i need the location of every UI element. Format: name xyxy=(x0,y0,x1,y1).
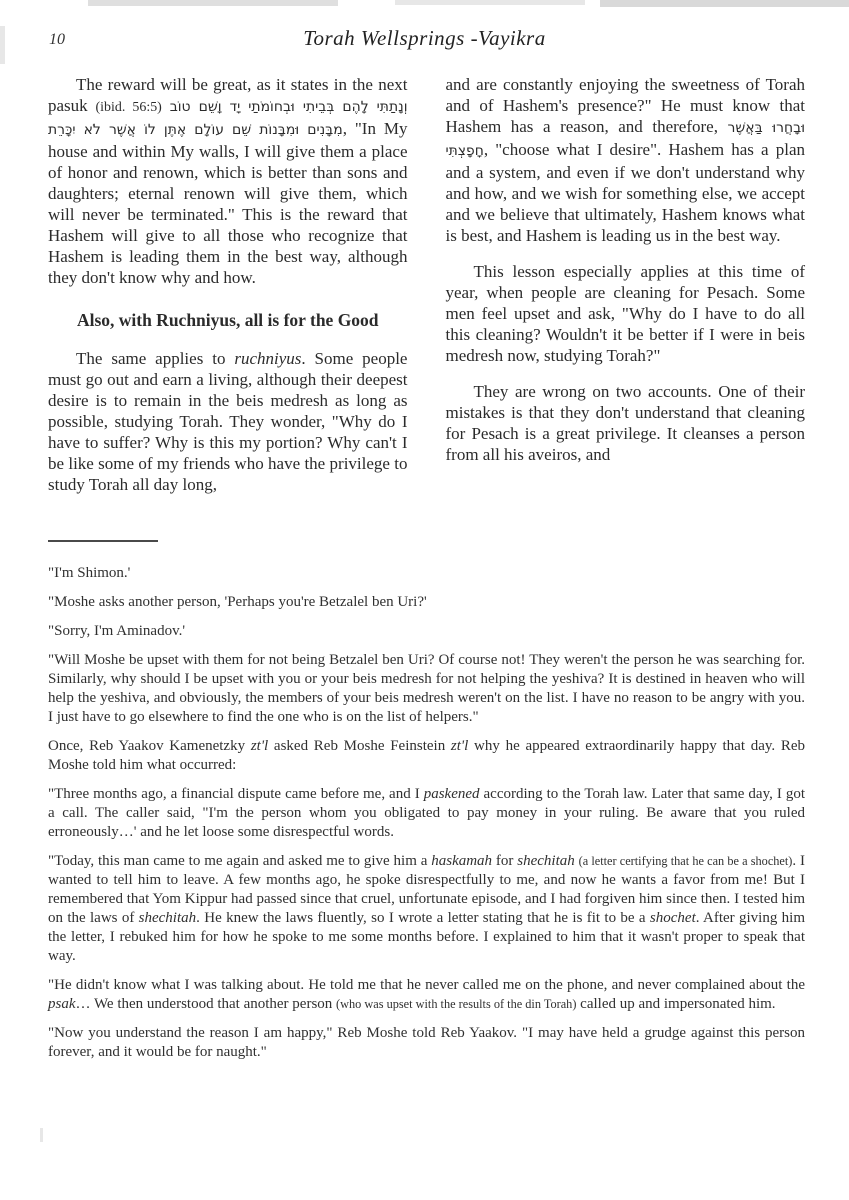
page-number: 10 xyxy=(49,31,65,48)
paragraph xyxy=(48,852,805,966)
text-run: This lesson especially applies at this time of year, when people are cleaning for Pesach. Some men feel upset and ask, "Why do I have to do all this cleaning? Wouldn't it be better if I were in beis medresh now, studying Torah?" xyxy=(445,262,805,365)
paragraph xyxy=(48,622,805,641)
text-run: Also, with Ruchniyus, all is for the Good xyxy=(76,310,379,330)
text-run: The same applies to xyxy=(76,349,235,368)
hebrew-text: וְנָתַתִּי לָהֶם בְּבֵיתִי וּבְחוֹמֹתַי יָד וָשֵׁם טוֹב מִבָּנִים וּמִבָּנוֹת שֵׁם עוֹלָם אֶתֶּן לוֹ אֲשֶׁר לֹא יִכָּרֵת xyxy=(48,99,408,138)
text-run: Once, Reb Yaakov Kamenetzky xyxy=(48,738,251,754)
paragraph xyxy=(446,381,806,465)
text-run: . I wanted to tell him to leave. A few months ago, he spoke disrespectfully to me, and now he wants a favor from me! But I remembered that Yom Kippur had passed since that cruel, unfortunate episode, and I had forgiven him since then. I tested him on the laws of xyxy=(48,853,805,926)
text-run: and are constantly enjoying the sweetness of Torah and of Hashem's presence?" He must know that Hashem has a reason, and therefore, xyxy=(445,75,805,136)
text-run: "Three months ago, a financial dispute came before me, and I xyxy=(48,786,424,802)
paragraph xyxy=(48,348,408,495)
text-run: according to the Torah law. Later that same day, I got a call. The caller said, "I'm the person whom you obligated to pay money in your ruling. Be aware that you ruled erroneously…' and he let loose some disrespectful words. xyxy=(48,786,806,840)
paragraph xyxy=(48,976,805,1014)
text-run: psak xyxy=(48,996,76,1012)
text-run: shochet xyxy=(649,910,696,926)
text-run: "I'm Shimon.' xyxy=(48,565,131,581)
text-run: asked Reb Moshe Feinstein xyxy=(268,738,451,754)
text-run: "Moshe asks another person, 'Perhaps you're Betzalel ben Uri?' xyxy=(48,594,427,610)
paragraph xyxy=(48,74,408,288)
text-run: "Sorry, I'm Aminadov.' xyxy=(48,623,186,639)
left-column xyxy=(48,74,408,510)
section-heading xyxy=(48,310,408,331)
text-run: … We then understood that another person xyxy=(75,996,337,1012)
text-run: called up and impersonated him. xyxy=(576,996,776,1012)
footnotes-section xyxy=(0,542,849,1062)
text-run: They are wrong on two accounts. One of their mistakes is that they don't understand that cleaning for Pesach is a great privilege. It cleanses a person from all his aveiros, and xyxy=(445,382,805,464)
text-run: , "In My house and within My walls, I will give them a place of honor and renown, which is better than sons and daughters; eternal renown will give them, which will never be terminated." This is the reward that Hashem will give to all those who recognize that Hashem is leading them in the best way, although they don't know why and how. xyxy=(48,119,408,287)
text-run: "He didn't know what I was talking about. He told me that he never called me on the phone, and never complained about the xyxy=(48,977,805,993)
right-column xyxy=(446,74,806,510)
text-run: "Now you understand the reason I am happy," Reb Moshe told Reb Yaakov. "I may have held a grudge against this person forever, and it would be for naught." xyxy=(48,1025,805,1060)
paragraph xyxy=(48,1024,805,1062)
text-run: (who was upset with the results of the din Torah) xyxy=(336,997,577,1011)
paragraph xyxy=(48,651,805,727)
text-run: ruchniyus xyxy=(234,349,302,368)
page-header xyxy=(0,0,849,60)
text-run: "Will Moshe be upset with them for not being Betzalel ben Uri? Of course not! They weren't the person he was searching for. Similarly, why should I be upset with you or your beis medresh for not helping the yeshiva? It is destined in heaven who will help the yeshiva, and obviously, the members of your beis medresh weren't on the list. I have no reason to be angry with you. I just have to go elsewhere to find the one who is on the list of helpers." xyxy=(48,652,805,725)
text-run xyxy=(162,96,170,115)
hebrew-text: וּבָחֲרוּ בַּאֲשֶׁר חָפָצְתִּי xyxy=(445,120,806,159)
text-run: haskamah xyxy=(431,853,493,869)
text-run: . After giving him the letter, I rebuked him for how he spoke to me some months before. I explained to him that it wasn't proper to speak that way. xyxy=(48,910,805,964)
text-run: why he appeared extraordinarily happy that day. Reb Moshe told him what occurred: xyxy=(48,738,806,773)
text-run: (ibid. 56:5) xyxy=(95,100,162,115)
text-run: The reward will be great, as it states in the next pasuk xyxy=(48,75,408,115)
paragraph xyxy=(446,74,806,246)
paragraph xyxy=(48,785,805,842)
text-run: shechitah xyxy=(138,910,197,926)
text-run: paskened xyxy=(423,786,480,802)
paragraph xyxy=(446,261,806,366)
main-content xyxy=(0,60,849,510)
text-run: , "choose what I desire". Hashem has a plan and a system, and even if we don't understand why and how, and we wish for something else, we accept and we believe that ultimately, Hashem knows what is best, and Hashem is leading us in the best way. xyxy=(445,140,805,245)
text-run: "Today, this man came to me again and asked me to give him a xyxy=(48,853,432,869)
page-header-title: Torah Wellsprings -Vayikra xyxy=(303,26,546,50)
text-run: shechitah xyxy=(517,853,575,869)
text-run: zt'l xyxy=(450,738,469,754)
paragraph xyxy=(48,593,805,612)
text-run: . He knew the laws fluently, so I wrote a letter stating that he is fit to be a xyxy=(196,910,650,926)
text-run: zt'l xyxy=(250,738,269,754)
text-run: (a letter certifying that he can be a shochet) xyxy=(578,854,793,868)
text-run: for xyxy=(492,853,518,869)
scan-artifact xyxy=(40,1128,43,1142)
paragraph xyxy=(48,737,805,775)
paragraph xyxy=(48,564,805,583)
text-run: . Some people must go out and earn a living, although their deepest desire is to remain in the beis medresh as long as possible, studying Torah. They wonder, "Why do I have to suffer? Why is this my portion? Why can't I be like some of my friends who have the privilege to study Torah all day long, xyxy=(48,349,408,494)
